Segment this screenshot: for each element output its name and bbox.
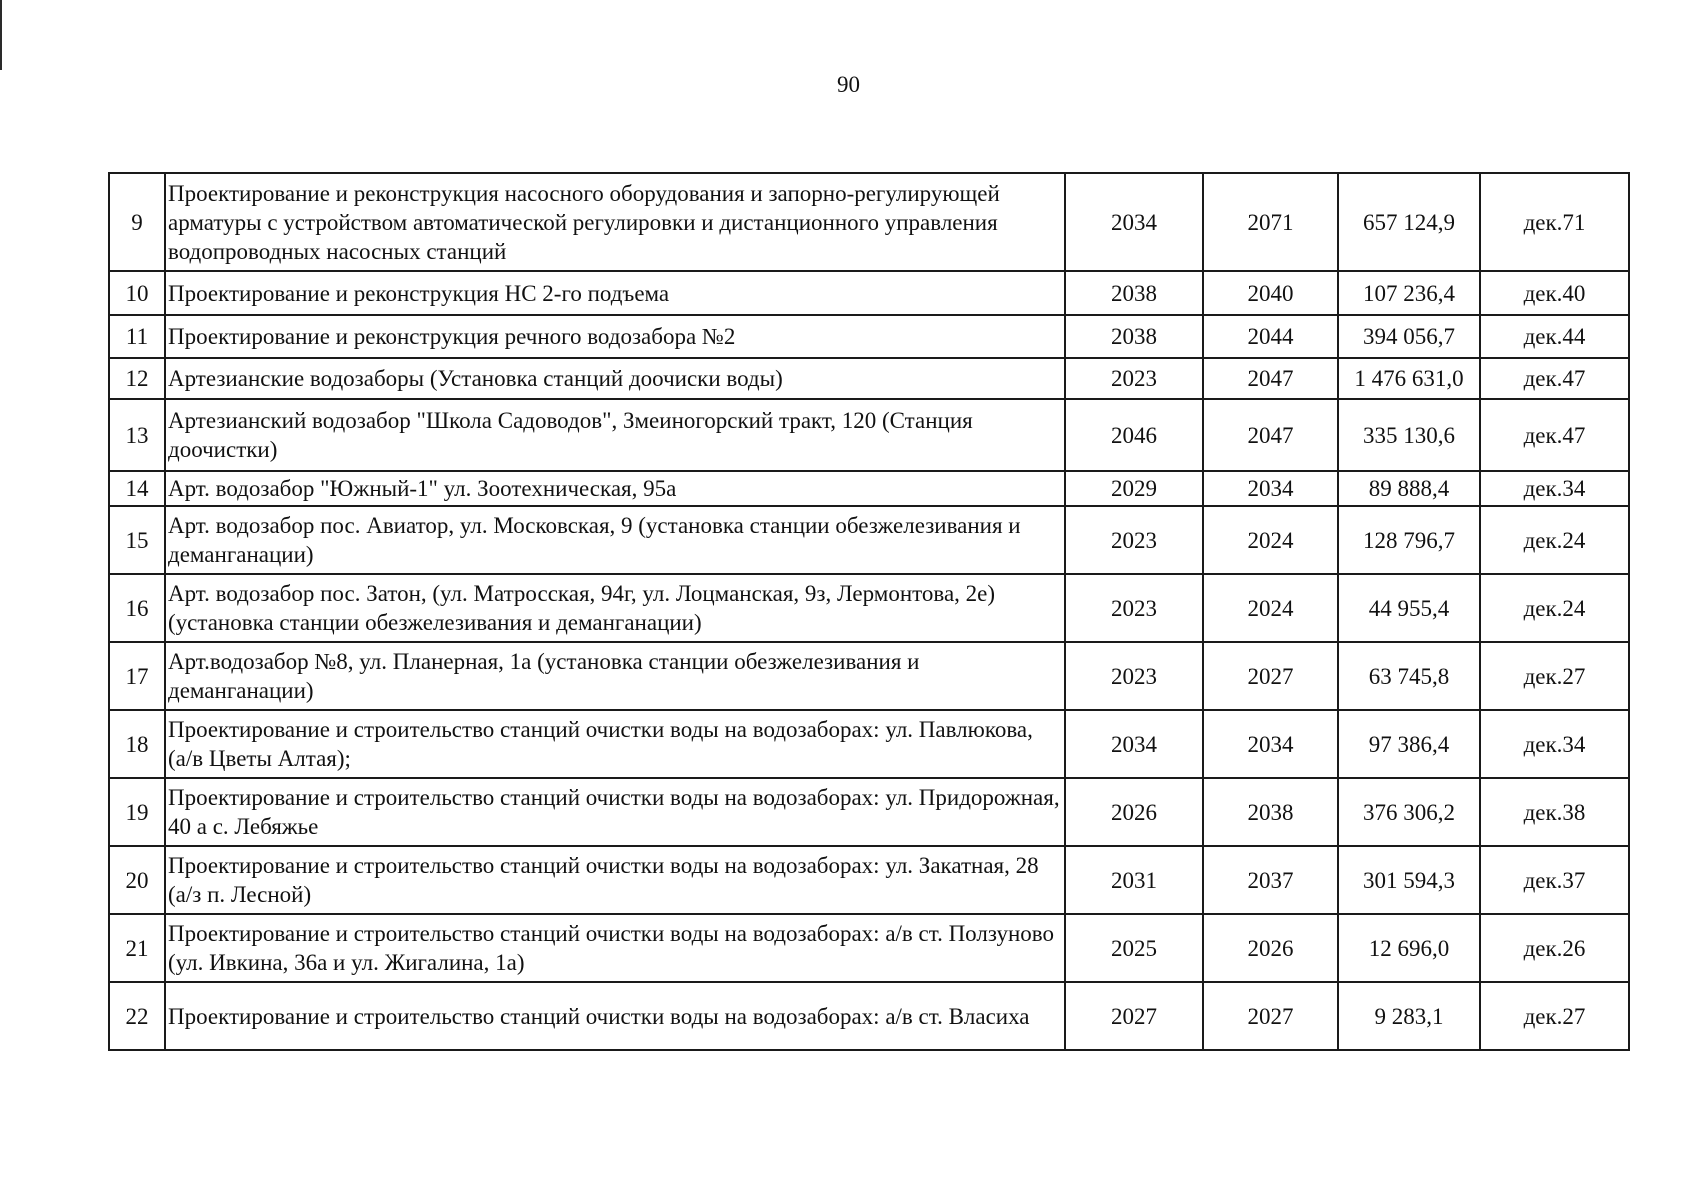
table-row bbox=[109, 710, 1629, 778]
row-cost-cell: 376 306,2 bbox=[1338, 778, 1480, 846]
row-deadline-cell: дек.38 bbox=[1480, 778, 1629, 846]
row-end-year-cell: 2044 bbox=[1203, 315, 1338, 358]
row-description-cell: Арт. водозабор "Южный-1" ул. Зоотехническая, 95а bbox=[165, 471, 1065, 506]
row-number-cell: 15 bbox=[109, 506, 165, 574]
row-start-year-cell: 2023 bbox=[1065, 642, 1203, 710]
row-description-cell: Проектирование и реконструкция речного водозабора №2 bbox=[165, 315, 1065, 358]
row-number-cell: 13 bbox=[109, 399, 165, 471]
row-number-cell: 19 bbox=[109, 778, 165, 846]
table-row bbox=[109, 399, 1629, 471]
row-number-cell: 21 bbox=[109, 914, 165, 982]
row-deadline-cell: дек.24 bbox=[1480, 574, 1629, 642]
row-end-year-cell: 2040 bbox=[1203, 271, 1338, 315]
row-cost-cell: 657 124,9 bbox=[1338, 173, 1480, 271]
scan-edge-mark bbox=[0, 0, 2, 70]
row-deadline-cell: дек.40 bbox=[1480, 271, 1629, 315]
row-description-cell: Артезианские водозаборы (Установка станций доочиски воды) bbox=[165, 358, 1065, 399]
row-number-cell: 11 bbox=[109, 315, 165, 358]
row-deadline-cell: дек.37 bbox=[1480, 846, 1629, 914]
row-end-year-cell: 2071 bbox=[1203, 173, 1338, 271]
row-description-cell: Проектирование и строительство станций очистки воды на водозаборах: а/в ст. Ползуново (ул. Ивкина, 36а и ул. Жигалина, 1а) bbox=[165, 914, 1065, 982]
table-row bbox=[109, 271, 1629, 315]
row-description-cell: Проектирование и строительство станций очистки воды на водозаборах: ул. Закатная, 28 (а/з п. Лесной) bbox=[165, 846, 1065, 914]
table-row bbox=[109, 642, 1629, 710]
row-cost-cell: 394 056,7 bbox=[1338, 315, 1480, 358]
table-row bbox=[109, 315, 1629, 358]
row-cost-cell: 128 796,7 bbox=[1338, 506, 1480, 574]
row-end-year-cell: 2047 bbox=[1203, 399, 1338, 471]
row-deadline-cell: дек.47 bbox=[1480, 358, 1629, 399]
row-cost-cell: 63 745,8 bbox=[1338, 642, 1480, 710]
row-start-year-cell: 2034 bbox=[1065, 173, 1203, 271]
row-deadline-cell: дек.27 bbox=[1480, 982, 1629, 1050]
row-description-cell: Проектирование и реконструкция насосного оборудования и запорно-регулирующей арматуры с устройством автоматической регулировки и дистанционного управления водопроводных насосных станций bbox=[165, 173, 1065, 271]
row-description-cell: Арт. водозабор пос. Авиатор, ул. Московская, 9 (установка станции обезжелезивания и деманганации) bbox=[165, 506, 1065, 574]
row-cost-cell: 107 236,4 bbox=[1338, 271, 1480, 315]
table-row bbox=[109, 982, 1629, 1050]
row-start-year-cell: 2038 bbox=[1065, 315, 1203, 358]
row-number-cell: 16 bbox=[109, 574, 165, 642]
row-number-cell: 17 bbox=[109, 642, 165, 710]
table-row bbox=[109, 358, 1629, 399]
row-deadline-cell: дек.24 bbox=[1480, 506, 1629, 574]
row-start-year-cell: 2023 bbox=[1065, 358, 1203, 399]
row-deadline-cell: дек.34 bbox=[1480, 471, 1629, 506]
row-cost-cell: 12 696,0 bbox=[1338, 914, 1480, 982]
row-deadline-cell: дек.26 bbox=[1480, 914, 1629, 982]
table-row bbox=[109, 846, 1629, 914]
row-number-cell: 22 bbox=[109, 982, 165, 1050]
projects-table bbox=[108, 172, 1630, 1051]
row-start-year-cell: 2025 bbox=[1065, 914, 1203, 982]
page-number: 90 bbox=[837, 72, 860, 97]
row-number-cell: 12 bbox=[109, 358, 165, 399]
row-number-cell: 20 bbox=[109, 846, 165, 914]
row-cost-cell: 89 888,4 bbox=[1338, 471, 1480, 506]
table-row bbox=[109, 914, 1629, 982]
row-start-year-cell: 2046 bbox=[1065, 399, 1203, 471]
row-end-year-cell: 2047 bbox=[1203, 358, 1338, 399]
row-end-year-cell: 2027 bbox=[1203, 642, 1338, 710]
row-end-year-cell: 2024 bbox=[1203, 506, 1338, 574]
row-deadline-cell: дек.34 bbox=[1480, 710, 1629, 778]
row-description-cell: Арт.водозабор №8, ул. Планерная, 1а (установка станции обезжелезивания и деманганации) bbox=[165, 642, 1065, 710]
row-deadline-cell: дек.47 bbox=[1480, 399, 1629, 471]
row-cost-cell: 97 386,4 bbox=[1338, 710, 1480, 778]
row-deadline-cell: дек.71 bbox=[1480, 173, 1629, 271]
row-number-cell: 14 bbox=[109, 471, 165, 506]
table-row bbox=[109, 778, 1629, 846]
row-start-year-cell: 2023 bbox=[1065, 574, 1203, 642]
table-row bbox=[109, 506, 1629, 574]
row-cost-cell: 9 283,1 bbox=[1338, 982, 1480, 1050]
row-cost-cell: 1 476 631,0 bbox=[1338, 358, 1480, 399]
row-start-year-cell: 2031 bbox=[1065, 846, 1203, 914]
row-start-year-cell: 2023 bbox=[1065, 506, 1203, 574]
row-end-year-cell: 2034 bbox=[1203, 471, 1338, 506]
table-row bbox=[109, 471, 1629, 506]
row-start-year-cell: 2026 bbox=[1065, 778, 1203, 846]
row-start-year-cell: 2029 bbox=[1065, 471, 1203, 506]
row-cost-cell: 335 130,6 bbox=[1338, 399, 1480, 471]
row-end-year-cell: 2026 bbox=[1203, 914, 1338, 982]
row-deadline-cell: дек.44 bbox=[1480, 315, 1629, 358]
row-start-year-cell: 2034 bbox=[1065, 710, 1203, 778]
row-description-cell: Проектирование и строительство станций очистки воды на водозаборах: ул. Павлюкова, (а/в Цветы Алтая); bbox=[165, 710, 1065, 778]
row-number-cell: 9 bbox=[109, 173, 165, 271]
row-description-cell: Арт. водозабор пос. Затон, (ул. Матросская, 94г, ул. Лоцманская, 9з, Лермонтова, 2е) (установка станции обезжелезивания и деманганации) bbox=[165, 574, 1065, 642]
table-container bbox=[108, 172, 1628, 1051]
row-deadline-cell: дек.27 bbox=[1480, 642, 1629, 710]
row-end-year-cell: 2037 bbox=[1203, 846, 1338, 914]
row-description-cell: Проектирование и строительство станций очистки воды на водозаборах: ул. Придорожная, 40 а с. Лебяжье bbox=[165, 778, 1065, 846]
row-end-year-cell: 2024 bbox=[1203, 574, 1338, 642]
row-description-cell: Артезианский водозабор "Школа Садоводов", Змеиногорский тракт, 120 (Станция доочистки) bbox=[165, 399, 1065, 471]
row-end-year-cell: 2034 bbox=[1203, 710, 1338, 778]
row-end-year-cell: 2027 bbox=[1203, 982, 1338, 1050]
row-cost-cell: 44 955,4 bbox=[1338, 574, 1480, 642]
table-row bbox=[109, 574, 1629, 642]
row-number-cell: 10 bbox=[109, 271, 165, 315]
table-body bbox=[109, 173, 1629, 1050]
row-start-year-cell: 2038 bbox=[1065, 271, 1203, 315]
row-description-cell: Проектирование и строительство станций очистки воды на водозаборах: а/в ст. Власиха bbox=[165, 982, 1065, 1050]
row-start-year-cell: 2027 bbox=[1065, 982, 1203, 1050]
row-cost-cell: 301 594,3 bbox=[1338, 846, 1480, 914]
row-number-cell: 18 bbox=[109, 710, 165, 778]
table-row bbox=[109, 173, 1629, 271]
row-end-year-cell: 2038 bbox=[1203, 778, 1338, 846]
row-description-cell: Проектирование и реконструкция НС 2-го подъема bbox=[165, 271, 1065, 315]
